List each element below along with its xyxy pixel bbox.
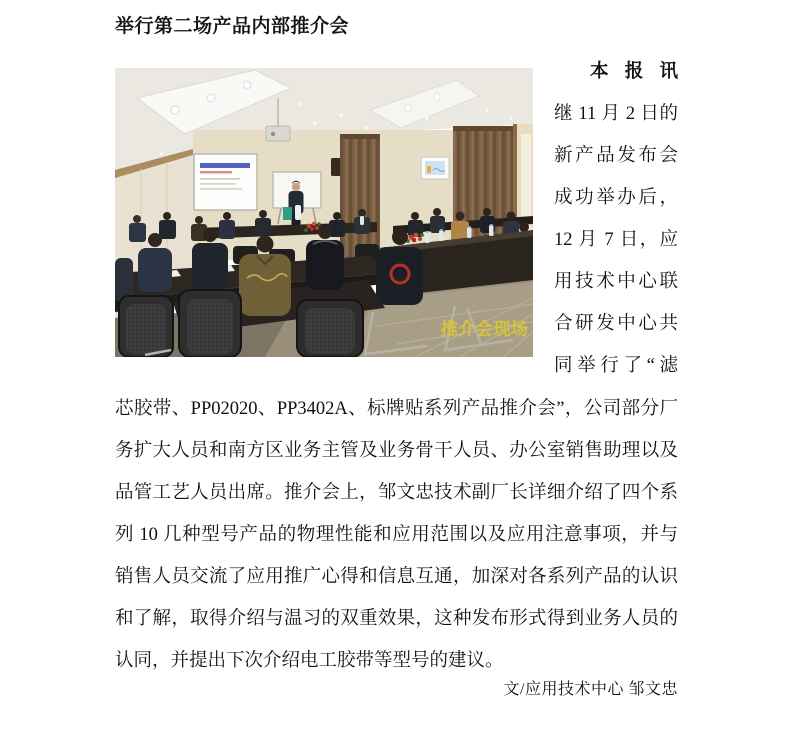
paragraph-line: 列 10 几种型号产品的物理性能和应用范围以及应用注意事项，并与 bbox=[115, 525, 678, 545]
article-body bbox=[115, 388, 678, 682]
paragraph-line: 和了解，取得介绍与温习的双重效果，这种发布形式得到业务人员的 bbox=[115, 609, 678, 629]
paragraph-line: 同举行了“滤 bbox=[554, 356, 678, 376]
paragraph-line: 继 11 月 2 日的 bbox=[554, 104, 678, 124]
news-photo bbox=[115, 68, 533, 357]
picture-frame bbox=[421, 157, 449, 179]
meeting-room-illustration bbox=[115, 68, 533, 357]
paragraph-lead: 本报讯 bbox=[590, 62, 678, 82]
paragraph-line: 12 月 7 日，应 bbox=[554, 230, 678, 250]
paragraph-line: 销售人员交流了应用推广心得和信息互通，加深对各系列产品的认识 bbox=[115, 567, 678, 587]
paragraph-line: 芯胶带、PP02020、PP3402A、标牌贴系列产品推介会”，公司部分厂 bbox=[115, 399, 678, 419]
projection-screen bbox=[194, 154, 257, 210]
paragraph-line: 品管工艺人员出席。推介会上，邹文忠技术副厂长详细介绍了四个系 bbox=[115, 483, 678, 503]
paragraph-line: 务扩大人员和南方区业务主管及业务骨干人员、办公室销售助理以及 bbox=[115, 441, 678, 461]
wrapped-text-column bbox=[554, 51, 678, 387]
article-title: 举行第二场产品内部推介会 bbox=[115, 16, 350, 37]
photo-caption: 推介会现场 bbox=[440, 319, 528, 339]
article-byline: 文/应用技术中心 邹文忠 bbox=[503, 681, 678, 698]
paragraph-line: 用技术中心联 bbox=[554, 272, 678, 292]
paragraph-line: 成功举办后， bbox=[554, 188, 678, 208]
wall-speaker-icon bbox=[331, 158, 341, 176]
paragraph-line: 合研发中心共 bbox=[554, 314, 678, 334]
paragraph-line: 新产品发布会 bbox=[554, 146, 678, 166]
paragraph-line: 认同，并提出下次介绍电工胶带等型号的建议。 bbox=[115, 651, 504, 671]
